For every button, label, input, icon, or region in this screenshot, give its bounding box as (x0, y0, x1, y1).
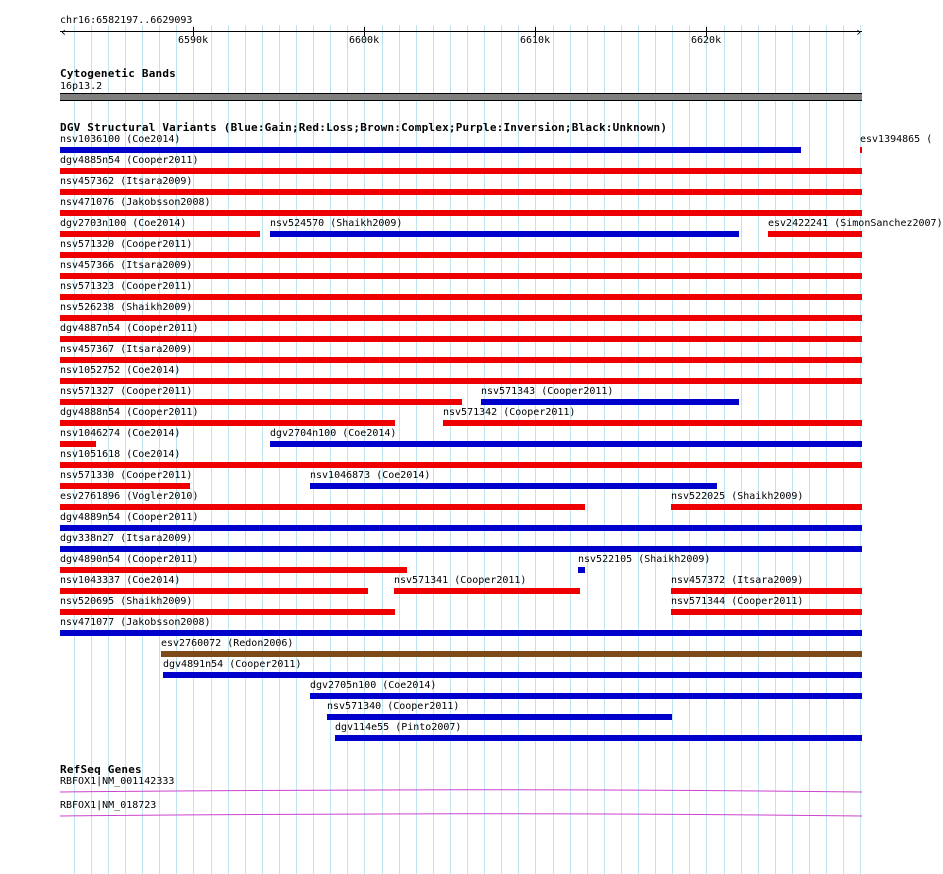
variant-label: dgv4888n54 (Cooper2011) (60, 407, 199, 418)
variant-bar-gain[interactable] (578, 567, 585, 573)
ruler-tick-label: 6590k (178, 35, 209, 46)
variant-bar-loss[interactable] (443, 420, 862, 426)
variant-bar-loss[interactable] (60, 462, 862, 468)
variant-bar-loss[interactable] (768, 231, 862, 237)
variant-bar-gain[interactable] (60, 525, 862, 531)
variant-bar-complex[interactable] (161, 651, 862, 657)
variant-label: nsv571323 (Cooper2011) (60, 281, 193, 292)
variant-label: dgv4891n54 (Cooper2011) (163, 659, 302, 670)
variant-label: dgv338n27 (Itsara2009) (60, 533, 193, 544)
variant-label: dgv2703n100 (Coe2014) (60, 218, 187, 229)
variant-label: nsv571342 (Cooper2011) (443, 407, 576, 418)
gene-label: RBFOX1|NM_018723 (60, 800, 157, 811)
dgv-track-title: DGV Structural Variants (Blue:Gain;Red:Loss;Brown:Complex;Purple:Inversion;Black:Unknown) (60, 121, 668, 134)
cytoband-label: 16p13.2 (60, 81, 103, 92)
variant-bar-loss[interactable] (60, 483, 190, 489)
variant-label: nsv571343 (Cooper2011) (481, 386, 614, 397)
variant-bar-loss[interactable] (60, 210, 862, 216)
variant-bar-loss[interactable] (60, 378, 862, 384)
variant-label: dgv4889n54 (Cooper2011) (60, 512, 199, 523)
variant-bar-loss[interactable] (60, 294, 862, 300)
variant-bar-loss[interactable] (671, 609, 862, 615)
variant-bar-gain[interactable] (60, 630, 862, 636)
variant-bar-gain[interactable] (481, 399, 739, 405)
variant-bar-gain[interactable] (310, 693, 862, 699)
variant-bar-gain[interactable] (327, 714, 672, 720)
ruler-range-label: chr16:6582197..6629093 (60, 15, 193, 26)
variant-label: nsv1052752 (Coe2014) (60, 365, 181, 376)
variant-label: nsv1046274 (Coe2014) (60, 428, 181, 439)
variant-label: nsv571341 (Cooper2011) (394, 575, 527, 586)
variant-label: dgv114e55 (Pinto2007) (335, 722, 462, 733)
variant-bar-loss[interactable] (60, 567, 407, 573)
variant-label: nsv571320 (Cooper2011) (60, 239, 193, 250)
variant-bar-loss[interactable] (671, 588, 862, 594)
variant-bar-loss[interactable] (394, 588, 580, 594)
variant-label: dgv4890n54 (Cooper2011) (60, 554, 199, 565)
variant-bar-loss[interactable] (60, 273, 862, 279)
grid-line (809, 25, 810, 874)
variant-bar-loss[interactable] (60, 252, 862, 258)
gene-model[interactable] (0, 789, 890, 795)
variant-label: nsv571340 (Cooper2011) (327, 701, 460, 712)
variant-label: nsv471076 (Jakobsson2008) (60, 197, 211, 208)
variant-label: dgv4887n54 (Cooper2011) (60, 323, 199, 334)
variant-label: esv2760072 (Redon2006) (161, 638, 294, 649)
variant-label: dgv2704n100 (Coe2014) (270, 428, 397, 439)
variant-bar-gain[interactable] (270, 441, 862, 447)
variant-bar-loss[interactable] (671, 504, 862, 510)
grid-line (843, 25, 844, 874)
variant-bar-loss[interactable] (60, 168, 862, 174)
gene-intron-line (60, 814, 862, 816)
variant-bar-gain[interactable] (60, 147, 801, 153)
variant-bar-loss[interactable] (60, 504, 585, 510)
cytoband-bar[interactable] (60, 93, 862, 101)
variant-label: nsv1036100 (Coe2014) (60, 134, 181, 145)
variant-label: dgv2705n100 (Coe2014) (310, 680, 437, 691)
variant-bar-loss[interactable] (60, 609, 395, 615)
variant-label: nsv571344 (Cooper2011) (671, 596, 804, 607)
variant-bar-loss[interactable] (60, 189, 862, 195)
variant-label: nsv526238 (Shaikh2009) (60, 302, 193, 313)
variant-label: esv2761896 (Vogler2010) (60, 491, 199, 502)
variant-bar-loss[interactable] (60, 420, 395, 426)
ruler-tick-label: 6600k (349, 35, 380, 46)
ruler-tick-label: 6620k (691, 35, 722, 46)
gene-label: RBFOX1|NM_001142333 (60, 776, 175, 787)
variant-bar-loss[interactable] (60, 441, 96, 447)
variant-label: nsv571327 (Cooper2011) (60, 386, 193, 397)
variant-bar-loss[interactable] (860, 147, 862, 153)
variant-bar-gain[interactable] (163, 672, 862, 678)
variant-label: nsv522025 (Shaikh2009) (671, 491, 804, 502)
variant-bar-loss[interactable] (60, 588, 368, 594)
variant-bar-gain[interactable] (60, 546, 862, 552)
variant-label: nsv457372 (Itsara2009) (671, 575, 804, 586)
variant-bar-loss[interactable] (60, 399, 462, 405)
variant-label: nsv1046873 (Coe2014) (310, 470, 431, 481)
variant-label: esv2422241 (SimonSanchez2007) (768, 218, 943, 229)
variant-label: dgv4885n54 (Cooper2011) (60, 155, 199, 166)
variant-label: nsv457362 (Itsara2009) (60, 176, 193, 187)
ruler-left-arrow[interactable]: ‹ (60, 25, 68, 39)
ruler-axis (60, 31, 862, 32)
variant-label: nsv457366 (Itsara2009) (60, 260, 193, 271)
variant-label: nsv524570 (Shaikh2009) (270, 218, 403, 229)
variant-bar-loss[interactable] (60, 336, 862, 342)
variant-bar-loss[interactable] (60, 315, 862, 321)
grid-line (826, 25, 827, 874)
variant-bar-loss[interactable] (60, 357, 862, 363)
gene-intron-line (60, 790, 862, 792)
refseq-track-title: RefSeq Genes (60, 763, 142, 776)
gene-model[interactable] (0, 813, 890, 819)
variant-label: nsv471077 (Jakobsson2008) (60, 617, 211, 628)
variant-label: nsv1043337 (Coe2014) (60, 575, 181, 586)
variant-label: nsv571330 (Cooper2011) (60, 470, 193, 481)
variant-bar-loss[interactable] (60, 231, 260, 237)
cytoband-track-title: Cytogenetic Bands (60, 67, 176, 80)
variant-label: nsv522105 (Shaikh2009) (578, 554, 711, 565)
variant-label: esv1394865 ( (860, 134, 933, 145)
variant-label: nsv520695 (Shaikh2009) (60, 596, 193, 607)
variant-label: nsv457367 (Itsara2009) (60, 344, 193, 355)
ruler-tick-label: 6610k (520, 35, 551, 46)
variant-label: nsv1051618 (Coe2014) (60, 449, 181, 460)
variant-bar-gain[interactable] (270, 231, 739, 237)
variant-bar-gain[interactable] (310, 483, 717, 489)
ruler-right-arrow[interactable]: › (855, 25, 863, 39)
variant-bar-gain[interactable] (335, 735, 862, 741)
